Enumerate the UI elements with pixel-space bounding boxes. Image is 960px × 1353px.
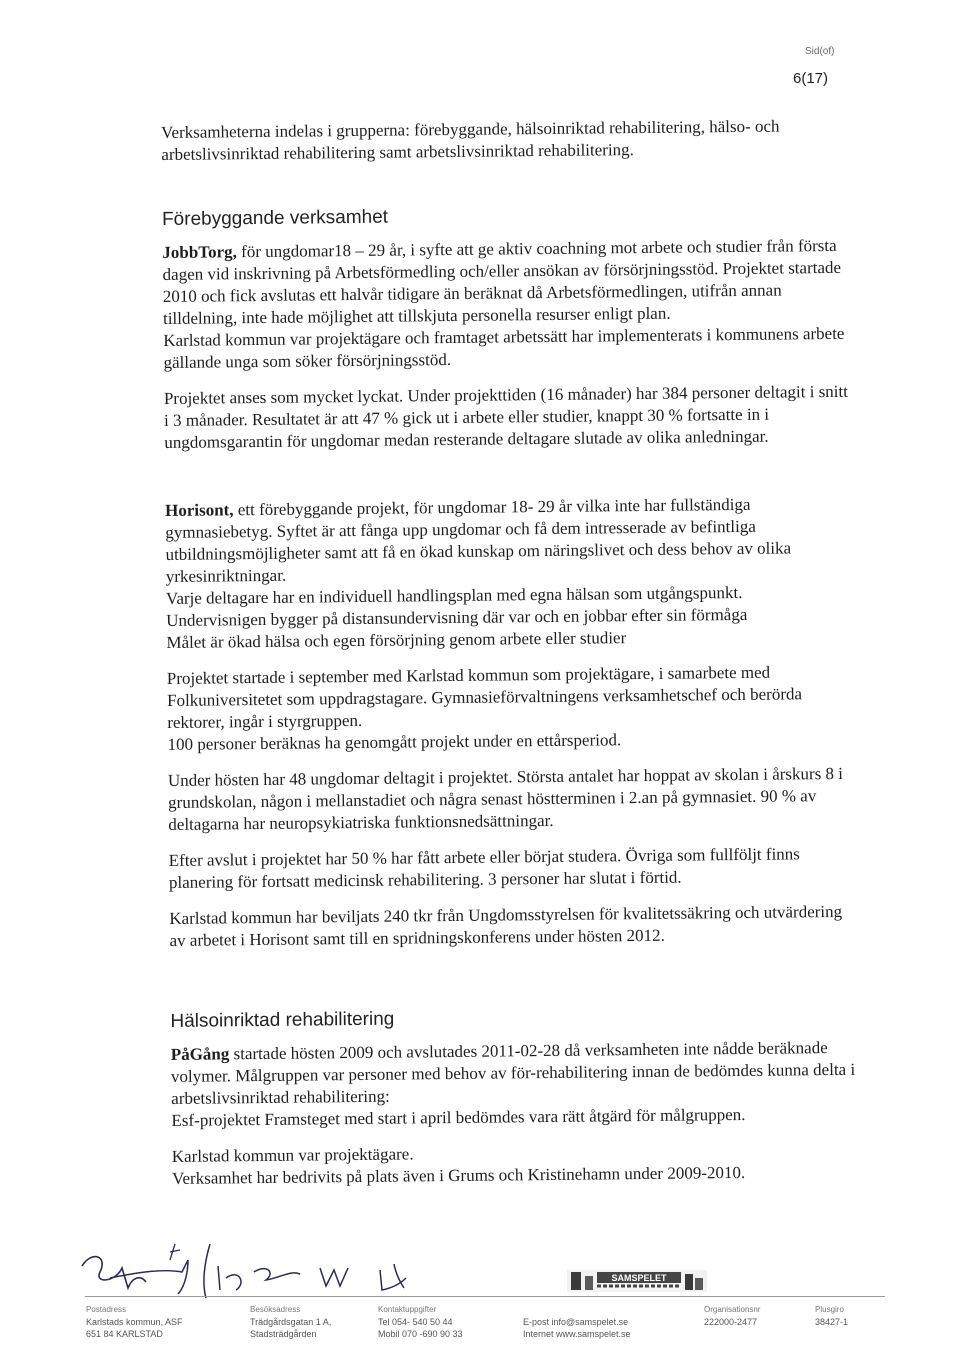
footer-plusgiro-value: 38427-1	[815, 1317, 849, 1327]
pagang-paragraph	[171, 1037, 862, 1110]
horisont-text: ett förebyggande projekt, för ungdomar 18- 29 år vilka inte har fullständiga gymnasiebetyg. Syftet är att fånga upp ungdomar och få dem intresserade av befintliga utbildningsmöjligheter samt att få en ökad kunskap om näringslivet och dess behov av olika yrkesinriktningar.	[165, 494, 792, 586]
horisont-paragraph-7: Under hösten har 48 ungdomar deltagit i projektet. Största antalet har hoppat av skolan i årskurs 8 i grundskolan, någon i mellanstadiet och några senast höstterminen i 2.an på gymnasiet. 90 % av deltagarna har neuropsykiatriska funktionsnedsättningar.	[167, 763, 844, 834]
horisont-paragraph-8: Efter avslut i projektet har 50 % har fått arbete eller börjat studera. Övriga som fullföljt finns planering för fortsatt medicinsk rehabilitering. 3 personer har slutat i förtid.	[168, 844, 800, 892]
horisont-paragraph-9: Karlstad kommun har beviljats 240 tkr från Ungdomsstyrelsen för kvalitetssäkring och utvärdering av arbetet i Horisont samt till en spridningskonferens under hösten 2012.	[169, 901, 843, 950]
footer-orgnr-label: Organisationsnr	[704, 1305, 761, 1314]
footer-kontakt-label: Kontaktuppgifter	[378, 1305, 437, 1314]
page-number: 6(17)	[793, 70, 829, 87]
footer-kontakt	[378, 1304, 463, 1340]
jobbtorg-text: för ungdomar18 – 29 år, i syfte att ge aktiv coachning mot arbete och studier från första dagen vid inskrivning på Arbetsförmedling och/eller ansökan av försörjningsstöd. Projektet startade 2010 och fick avslutas ett halvår tidigare än beräknat då Arbetsförmedlingen, utifrån annan tilldelning, inte hade möjlighet att tillskjuta personella resurser enligt plan.	[162, 235, 842, 328]
footer-postadress-line1: Karlstads kommun, ASF	[86, 1317, 183, 1327]
footer	[0, 1304, 960, 1352]
horisont-paragraph-3: Undervisnigen bygger på distansundervisning där var och en jobbar efter sin förmåga	[166, 604, 748, 630]
footer-kontakt-line2: Mobil 070 -690 90 33	[378, 1329, 463, 1339]
footer-besoksadress	[250, 1304, 331, 1340]
footer-epost	[523, 1316, 631, 1340]
footer-divider	[85, 1296, 885, 1297]
samspelet-logo	[567, 1268, 707, 1294]
pagang-name: PåGång	[170, 1044, 230, 1064]
samspelet-logo-mark	[567, 1268, 707, 1294]
jobbtorg-paragraph	[162, 235, 853, 330]
footer-orgnr	[704, 1304, 760, 1328]
pagang-text: startade hösten 2009 och avslutades 2011-02-28 då verksamheten inte nådde beräknade volymer. Målgruppen var personer med behov av för-rehabilitering innan de bedömdes kunna delta i arbetslivsinriktad rehabilitering:	[170, 1038, 856, 1108]
footer-plusgiro	[815, 1304, 848, 1328]
footer-epost-line2: Internet www.samspelet.se	[523, 1329, 631, 1339]
horisont-name: Horisont,	[164, 500, 234, 520]
stamp-text: SAMSPELET	[611, 1273, 667, 1283]
footer-besoksadress-line2: Stadsträdgården	[250, 1329, 317, 1339]
intro-paragraph: Verksamheterna indelas i grupperna: förebyggande, hälsoinriktad rehabilitering, hälso- och arbetslivsinriktad rehabilitering samt arbetslivsinriktad rehabilitering.	[161, 116, 780, 164]
pagang-paragraph-4: Verksamhet har bedrivits på plats även i Grums och Kristinehamn under 2009-2010.	[171, 1162, 746, 1188]
document-body	[161, 115, 862, 1204]
page-ref: Sid(of)	[805, 46, 835, 57]
handwritten-signatures	[70, 1238, 550, 1308]
horisont-paragraph-2: Varje deltagare har en individuell handlingsplan med egna hälsan som utgångspunkt.	[165, 582, 743, 608]
jobbtorg-paragraph-3: Projektet anses som mycket lyckat. Under projekttiden (16 månader) har 384 personer deltagit i snitt i 3 månader. Resultatet är att 47 % gick ut i arbete eller studier, knappt 30 % fortsatte in i ungdomsgarantin för ungdomar medan resterande deltagare slutade av olika anledningar.	[163, 381, 849, 452]
horisont-paragraph-4: Målet är ökad hälsa och egen försörjning genom arbete eller studier	[166, 628, 627, 652]
footer-besoksadress-label: Besöksadress	[250, 1305, 301, 1314]
footer-postadress	[86, 1304, 183, 1340]
footer-postadress-line2: 651 84 KARLSTAD	[86, 1329, 163, 1339]
pagang-paragraph-2: Esf-projektet Framsteget med start i april bedömdes vara rätt åtgärd för målgruppen.	[171, 1104, 746, 1130]
footer-besoksadress-line1: Trädgårdsgatan 1 A,	[250, 1317, 332, 1327]
jobbtorg-paragraph-2: Karlstad kommun var projektägare och framtaget arbetssätt har implementerats i kommunens arbete gällande unga som söker försörjningsstöd.	[163, 323, 845, 372]
footer-epost-line1: E-post info@samspelet.se	[523, 1317, 629, 1327]
horisont-paragraph-6: 100 personer beräknas ha genomgått projekt under en ettårsperiod.	[167, 730, 622, 754]
footer-postadress-label: Postadress	[86, 1305, 127, 1314]
footer-orgnr-value: 222000-2477	[704, 1317, 758, 1327]
jobbtorg-name: JobbTorg,	[162, 242, 237, 262]
footer-plusgiro-label: Plusgiro	[815, 1305, 844, 1314]
horisont-paragraph	[165, 493, 856, 588]
pagang-paragraph-3: Karlstad kommun var projektägare.	[171, 1144, 414, 1166]
section-heading-forebyggande: Förebyggande verksamhet	[161, 206, 389, 230]
footer-kontakt-line1: Tel 054- 540 50 44	[378, 1317, 453, 1327]
horisont-paragraph-5: Projektet startade i september med Karlstad kommun som projektägare, i samarbete med Folkuniversitetet som uppdragstagare. Gymnasieförvaltningens verksamhetschef och berörda rektorer, ingår i styrgruppen.	[166, 662, 803, 732]
section-heading-halsoinriktad: Hälsoinriktad rehabilitering	[170, 1008, 395, 1032]
